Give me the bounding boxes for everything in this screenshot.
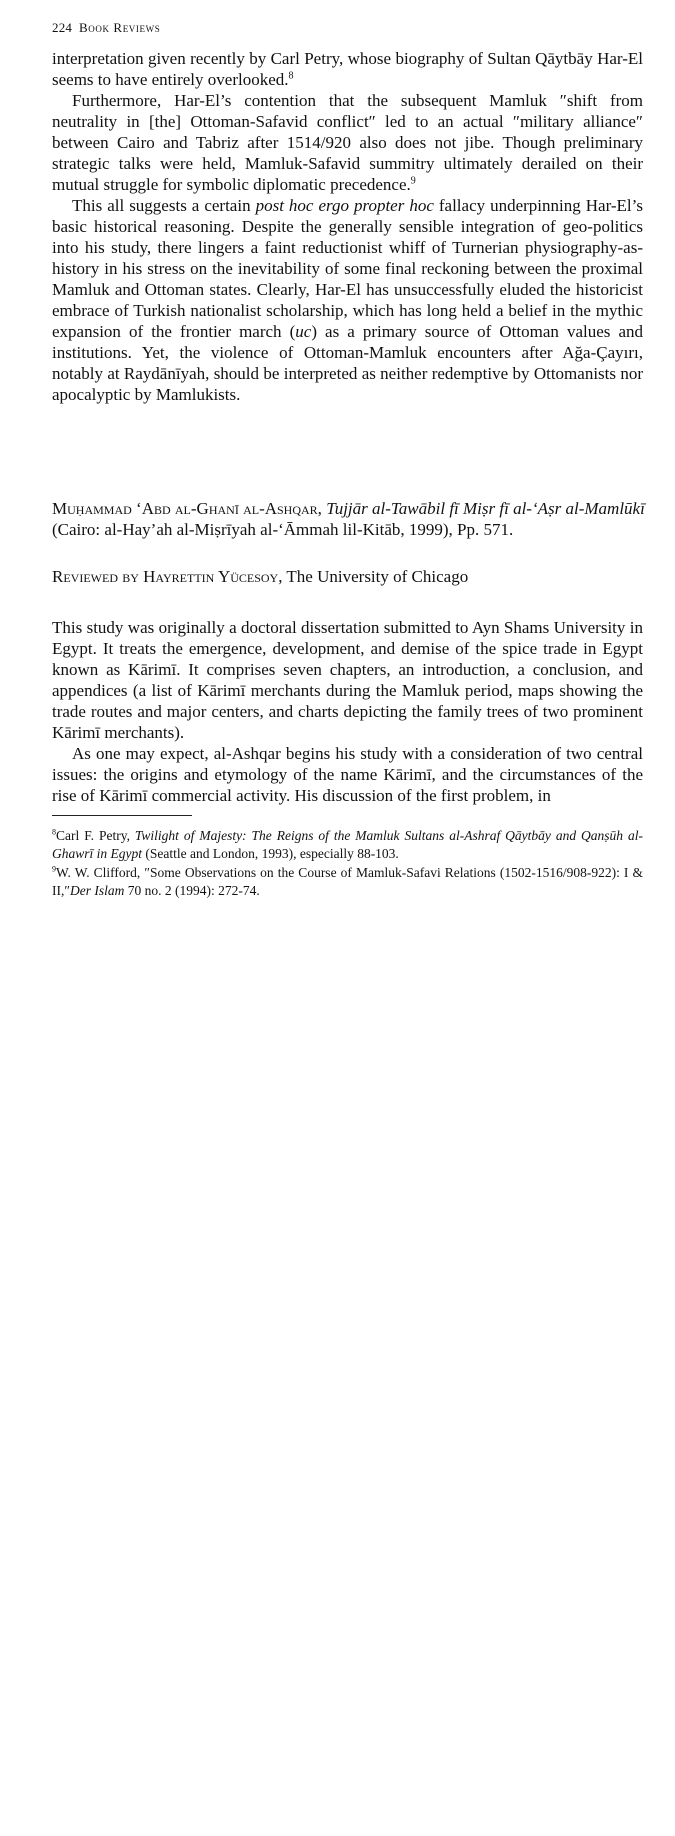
book-citation	[52, 498, 652, 540]
footnote-text: 70 no. 2 (1994): 272-74.	[124, 883, 260, 898]
footnote-title: Der Islam	[70, 883, 125, 898]
reviewed-by-label: Reviewed by	[52, 567, 139, 586]
paragraph: This study was originally a doctoral dissertation submitted to Ayn Shams University in Egypt. It treats the emergence, development, and demise of the spice trade in Egypt known as Kārimī. It comprises seven chapters, an introduction, a conclusion, and appendices (a list of Kārimī merchants during the Mamluk period, maps showing the trade routes and major centers, and charts depicting the family trees of two prominent Kārimī merchants).	[52, 618, 643, 742]
paragraph: As one may expect, al-Ashqar begins his study with a consideration of two central issues: the origins and etymology of the name Kārimī, and the circumstances of the rise of Kārimī commercial activity. His discussion of the first problem, in	[52, 744, 643, 805]
footnotes	[52, 827, 643, 901]
italic-term: uc	[295, 322, 312, 341]
footnote	[52, 864, 643, 900]
footnote-number: 8	[52, 827, 56, 837]
page-number: 224	[52, 20, 73, 35]
footnote-title: Twilight of Majesty: The Reigns of the Mamluk Sultans al-Ashraf Qāytbāy and Qanṣūh al-Ghawrī in Egypt	[52, 828, 643, 861]
paragraph-text: interpretation given recently by Carl Petry, whose biography of Sultan Qāytbāy Har-El seems to have entirely overlooked.	[52, 49, 643, 89]
footnote-ref: 9	[410, 175, 416, 187]
book-publication: (Cairo: al-Hay’ah al-Miṣrīyah al-‘Āmmah lil-Kitāb, 1999), Pp. 571.	[52, 520, 514, 539]
reviewer-name: Hayrettin Yücesoy	[143, 567, 279, 586]
footnote-text: Carl F. Petry,	[56, 828, 135, 843]
paragraph-text: Furthermore, Har-El’s contention that the subsequent Mamluk ″shift from neutrality in [the] Ottoman-Safavid conflict″ led to an actual ″military alliance″ between Cairo and Tabriz after 1514/920 also does not jibe. Though preliminary strategic talks were held, Mamluk-Safavid summitry ultimately derailed on their mutual struggle for symbolic diplomatic precedence.	[52, 91, 643, 194]
book-title: Tujjār al-Tawābil fī Miṣr fī al-‘Aṣr al-Mamlūkī	[326, 499, 645, 518]
paragraph	[52, 90, 643, 195]
footnote-ref: 8	[288, 70, 294, 82]
footnote-text: (Seattle and London, 1993), especially 88-103.	[142, 846, 399, 861]
footnote	[52, 827, 643, 863]
footnote-number: 9	[52, 864, 56, 874]
running-head-title: Book Reviews	[79, 20, 161, 35]
paragraph-text: fallacy underpinning Har-El’s basic historical reasoning. Despite the generally sensible integration of geo-politics into his study, there lingers a faint reductionist whiff of Turnerian physiography-as-history in his stress on the inevitability of some final reckoning between the proximal Mamluk and Ottoman states. Clearly, Har-El has unsuccessfully eluded the historicist embrace of Turkish nationalist scholarship, which has long held a belief in the mythic expansion of the frontier march (	[52, 196, 643, 341]
reviewer-affiliation: , The University of Chicago	[278, 567, 469, 586]
book-author: Muḥammad ‘Abd al-Ghanī al-Ashqar,	[52, 499, 322, 518]
review-body	[52, 617, 643, 806]
footnote-divider	[52, 815, 192, 816]
reviewer-line	[52, 566, 468, 587]
paragraph	[52, 48, 643, 90]
previous-review-continuation	[52, 48, 643, 405]
paragraph-text: This all suggests a certain	[72, 196, 256, 215]
running-header	[52, 20, 160, 36]
paragraph	[52, 195, 643, 405]
footnote-text: W. W. Clifford, ″Some Observations on the Course of Mamluk-Safavi Relations (1502-1516/908-922): I & II,″	[52, 865, 643, 898]
italic-phrase: post hoc ergo propter hoc	[255, 196, 434, 215]
paragraph-text: ) as a primary source of Ottoman values and institutions. Yet, the violence of Ottoman-Mamluk encounters after Ağa-Çayırı, notably at Raydānīyah, should be interpreted as neither redemptive by Ottomanists nor apocalyptic by Mamlukists.	[52, 322, 643, 404]
